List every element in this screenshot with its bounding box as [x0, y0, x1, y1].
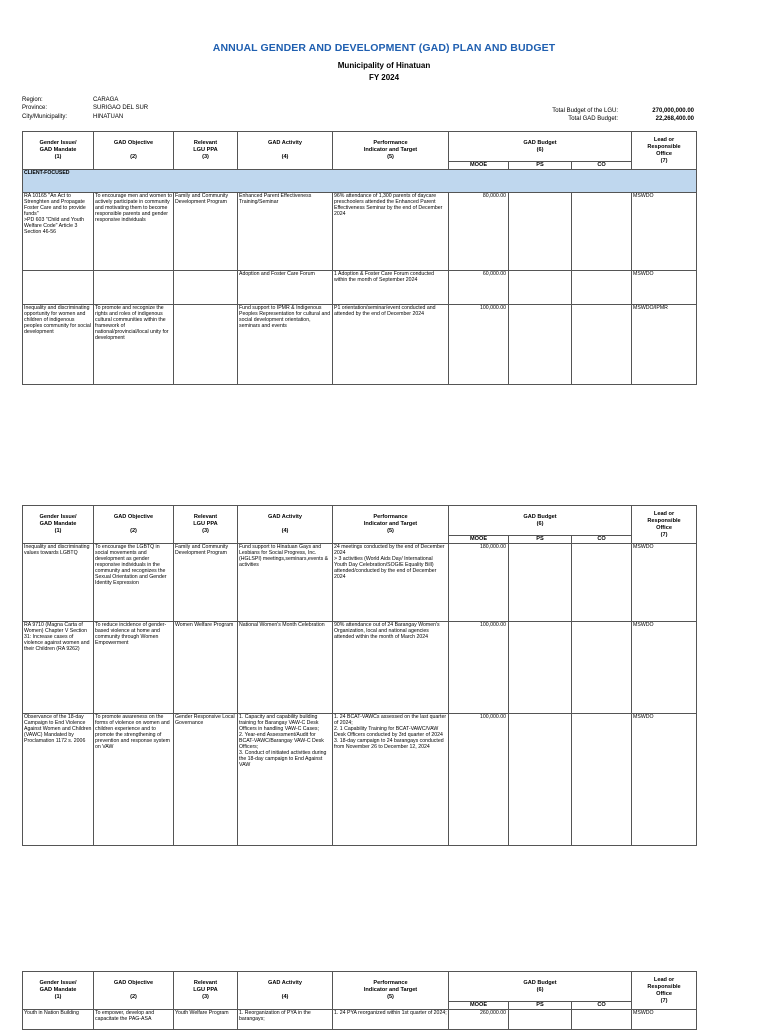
- ps-cell: [509, 1010, 572, 1030]
- table-row: [23, 544, 697, 622]
- ppa-cell: [174, 271, 238, 305]
- ps-header: PS: [509, 536, 572, 544]
- objective-cell: To empower, develop and capacitate the PAG-ASA: [94, 1010, 174, 1030]
- col-num-2: (2): [130, 528, 137, 534]
- col-num-6: (6): [536, 986, 544, 993]
- mooe-cell: 60,000.00: [449, 271, 509, 305]
- col-num-7: (7): [660, 997, 668, 1004]
- issue-header-text: Gender Issue/ GAD Mandate: [39, 980, 77, 993]
- province-row: [22, 104, 148, 112]
- region-label: Region:: [22, 97, 43, 103]
- col-num-7: (7): [660, 157, 668, 164]
- col-issue-header: [23, 972, 94, 1010]
- indicator-header-text: Performance Indicator and Target: [363, 140, 418, 153]
- section-row: [23, 170, 697, 193]
- col-budget-header: [449, 506, 632, 536]
- col-activity-header: [238, 132, 333, 170]
- province-label: Province:: [22, 105, 48, 112]
- issue-cell: Youth in Nation Building: [23, 1010, 94, 1030]
- col-office-header: [632, 506, 697, 544]
- indicator-cell: 96% attendance of 1,300 parents of daycare preschoolers attended the Enhanced Parent Effectiveness Seminar by the end of December 2024: [333, 193, 449, 271]
- ps-cell: [509, 622, 572, 714]
- co-cell: [572, 1010, 632, 1030]
- col-indicator-header: [333, 132, 449, 170]
- office-header-text: Lead or Responsible Office: [647, 976, 681, 997]
- ppa-cell: Family and Community Development Program: [174, 544, 238, 622]
- activity-cell: 1. Capacity and capability building training for Barangay VAW-C Desk Officers in handling VAW-C Cases; 2. Year-end Assessment/Audit for BCAT-VAWC/Barangay VAW-C Desk Officers; 3. Conduct of initiated activities during the 18-day campaign to End Against VAW: [238, 714, 333, 846]
- col-num-4: (4): [281, 994, 289, 1000]
- objective-cell: To promote and recognize the rights and roles of indigenous cultural communities within the framework of national/provincial/local unity for development: [94, 305, 174, 385]
- objective-cell: To encourage the LGBTQ in social movements and development as gender responsive individuals in the community and recognizes the Sexual Orientation and Gender Identity Expression: [94, 544, 174, 622]
- header-row: [23, 132, 697, 162]
- ppa-header-text: Relevant LGU PPA: [193, 980, 218, 993]
- activity-cell: Fund support to Hinatuan Gays and Lesbians for Social Progress, Inc.(HGLSPI) meetings,seminars,events & activities: [238, 544, 333, 622]
- co-cell: [572, 714, 632, 846]
- objective-cell: To promote awareness on the forms of violence on women and children experience and to promote the strengthening of prevention and response system on VAW: [94, 714, 174, 846]
- municipality-heading: Municipality of Hinatuan: [337, 61, 431, 70]
- ps-cell: [509, 714, 572, 846]
- ppa-header-text: Relevant LGU PPA: [193, 514, 218, 527]
- col-objective-header: [94, 132, 174, 170]
- issue-cell: Observance of the 18-day Campaign to End Violence Against Women and Children (VAWC) Mandated by Proclamation 1172 s. 2006: [23, 714, 94, 846]
- issue-header-text: Gender Issue/ GAD Mandate: [39, 140, 77, 153]
- col-issue-header: [23, 506, 94, 544]
- city-label: City/Municipality:: [22, 113, 68, 120]
- activity-cell: National Women's Month Celebration: [238, 622, 333, 714]
- mooe-cell: 100,000.00: [449, 305, 509, 385]
- table-row: [23, 1010, 697, 1030]
- co-header: CO: [572, 536, 632, 544]
- activity-header-text: GAD Activity: [268, 514, 302, 520]
- col-issue-header: [23, 132, 94, 170]
- ppa-cell: [174, 305, 238, 385]
- col-num-6: (6): [536, 520, 544, 527]
- gad-table-1: [22, 131, 697, 385]
- region-value: CARAGA: [93, 97, 119, 103]
- objective-header-text: GAD Objective: [113, 514, 154, 520]
- objective-header-text: GAD Objective: [113, 980, 154, 986]
- city-row: [22, 113, 148, 121]
- ppa-cell: Youth Welfare Program: [174, 1010, 238, 1030]
- header-row: [23, 506, 697, 536]
- mooe-cell: 80,000.00: [449, 193, 509, 271]
- ppa-header-text: Relevant LGU PPA: [193, 140, 218, 153]
- ps-header: PS: [509, 162, 572, 170]
- ppa-cell: Family and Community Development Program: [174, 193, 238, 271]
- ps-cell: [509, 193, 572, 271]
- office-header-text: Lead or Responsible Office: [647, 136, 681, 157]
- col-objective-header: [94, 506, 174, 544]
- activity-cell: 1. Reorganization of PYA in the barangays;: [238, 1010, 333, 1030]
- indicator-header-text: Performance Indicator and Target: [363, 514, 418, 527]
- co-header: CO: [572, 1002, 632, 1010]
- office-cell: MSWDO: [632, 622, 697, 714]
- col-num-6: (6): [536, 146, 544, 153]
- col-num-7: (7): [660, 531, 668, 538]
- gad-table-3: [22, 971, 697, 1030]
- gad-budget-row: [552, 115, 694, 123]
- indicator-cell: P1 orientation/seminar/event conducted and attended by the end of December 2024: [333, 305, 449, 385]
- lgu-budget-label: Total Budget of the LGU:: [552, 108, 618, 114]
- mooe-header: MOOE: [449, 536, 509, 544]
- co-cell: [572, 305, 632, 385]
- office-cell: MSWDO: [632, 714, 697, 846]
- indicator-cell: 90% attendance out of 24 Barangay Women's Organization, local and national agencies attended within the month of March 2024: [333, 622, 449, 714]
- region-row: [22, 96, 148, 104]
- table-row: [23, 271, 697, 305]
- indicator-cell: 1. 24 PYA reorganized within 1st quarter of 2024;: [333, 1010, 449, 1030]
- table-row: [23, 193, 697, 271]
- issue-cell: RA 9710 (Magna Carta of Women) Chapter V Section 31: Increase cases of violence against women and their Children (RA 9262): [23, 622, 94, 714]
- header-row: [23, 972, 697, 1002]
- col-num-3: (3): [202, 154, 209, 160]
- col-num-4: (4): [281, 528, 289, 534]
- col-office-header: [632, 132, 697, 170]
- gad-budget-value: 22,268,400.00: [655, 116, 694, 123]
- lgu-budget-row: [552, 107, 694, 115]
- mooe-cell: 180,000.00: [449, 544, 509, 622]
- mooe-cell: 100,000.00: [449, 714, 509, 846]
- office-header-text: Lead or Responsible Office: [647, 510, 681, 531]
- objective-cell: To encourage men and women to actively participate in community and motivating them to become responsible parents and gender responsive individuals: [94, 193, 174, 271]
- col-num-1: (1): [54, 528, 62, 534]
- co-cell: [572, 193, 632, 271]
- office-cell: MSWDO: [632, 1010, 697, 1030]
- mooe-cell: 260,000.00: [449, 1010, 509, 1030]
- col-indicator-header: [333, 972, 449, 1010]
- col-activity-header: [238, 506, 333, 544]
- ps-cell: [509, 305, 572, 385]
- col-office-header: [632, 972, 697, 1010]
- table-row: [23, 714, 697, 846]
- fiscal-year: FY 2024: [368, 73, 400, 82]
- activity-cell: Enhanced Parent Effectiveness Training/Seminar: [238, 193, 333, 271]
- indicator-cell: 1 Adoption & Foster Care Forum conducted within the month of September 2024: [333, 271, 449, 305]
- mooe-cell: 100,000.00: [449, 622, 509, 714]
- col-num-5: (5): [387, 528, 394, 534]
- issue-header-text: Gender Issue/ GAD Mandate: [39, 514, 77, 527]
- office-cell: MSWDO/IPMR: [632, 305, 697, 385]
- objective-cell: [94, 271, 174, 305]
- co-cell: [572, 271, 632, 305]
- col-num-2: (2): [130, 994, 137, 1000]
- objective-header-text: GAD Objective: [113, 140, 154, 146]
- table-row: [23, 622, 697, 714]
- col-num-5: (5): [387, 994, 394, 1000]
- activity-cell: Fund support to IPMR & Indigenous Peoples Representation for cultural and social development orientation, seminars and events: [238, 305, 333, 385]
- indicator-header-text: Performance Indicator and Target: [363, 980, 418, 993]
- col-budget-header: [449, 132, 632, 162]
- objective-cell: To reduce incidence of gender-based violence at home and community through Women Empowerment: [94, 622, 174, 714]
- co-cell: [572, 544, 632, 622]
- gad-table-2: [22, 505, 697, 846]
- budget-header-text: GAD Budget: [523, 979, 557, 986]
- issue-cell: Inequality and discriminating opportunity for women and children of indigenous peoples community for social development: [23, 305, 94, 385]
- table-row: [23, 305, 697, 385]
- lgu-budget-value: 270,000,000.00: [652, 108, 694, 114]
- activity-header-text: GAD Activity: [268, 140, 302, 146]
- col-objective-header: [94, 972, 174, 1010]
- issue-cell: [23, 271, 94, 305]
- province-value: SURIGAO DEL SUR: [93, 105, 149, 112]
- issue-cell: RA 10165 "An Act to Strenghten and Propagate Foster Care and to provide funds" >PD 603 "Child and Youth Welfare Code" Article 3 Section 46-56: [23, 193, 94, 271]
- col-num-1: (1): [54, 154, 62, 160]
- col-ppa-header: [174, 972, 238, 1010]
- indicator-cell: 24 meetings conducted by the end of December 2024 > 3 activities (World Aids Day/ International Youth Day Celebration/SOGIE Equality Bill) attended/conducted by the end of December 2024: [333, 544, 449, 622]
- budget-header-text: GAD Budget: [523, 513, 557, 520]
- col-indicator-header: [333, 506, 449, 544]
- col-budget-header: [449, 972, 632, 1002]
- budget-totals: [552, 107, 694, 124]
- activity-cell: Adoption and Foster Care Forum: [238, 271, 333, 305]
- co-header: CO: [572, 162, 632, 170]
- ppa-cell: Women Welfare Program: [174, 622, 238, 714]
- col-num-4: (4): [281, 154, 289, 160]
- col-num-3: (3): [202, 528, 209, 534]
- gad-budget-label: Total GAD Budget:: [568, 116, 618, 123]
- section-label: CLIENT-FOCUSED: [23, 170, 697, 193]
- ps-header: PS: [509, 1002, 572, 1010]
- office-cell: MSWDO: [632, 544, 697, 622]
- city-value: HINATUAN: [93, 113, 124, 120]
- office-cell: MSWDO: [632, 193, 697, 271]
- col-activity-header: [238, 972, 333, 1010]
- col-num-5: (5): [387, 154, 394, 160]
- budget-header-text: GAD Budget: [523, 139, 557, 146]
- co-cell: [572, 622, 632, 714]
- mooe-header: MOOE: [449, 1002, 509, 1010]
- mooe-header: MOOE: [449, 162, 509, 170]
- ppa-cell: Gender Responsive Local Governance: [174, 714, 238, 846]
- col-num-3: (3): [202, 994, 209, 1000]
- col-ppa-header: [174, 506, 238, 544]
- activity-header-text: GAD Activity: [268, 980, 302, 986]
- report-title: ANNUAL GENDER AND DEVELOPMENT (GAD) PLAN AND BUDGET: [212, 42, 556, 54]
- col-num-1: (1): [54, 994, 62, 1000]
- office-cell: MSWDO: [632, 271, 697, 305]
- ps-cell: [509, 544, 572, 622]
- issue-cell: Inequality and discriminating values towards LGBTQ: [23, 544, 94, 622]
- col-ppa-header: [174, 132, 238, 170]
- indicator-cell: 1. 24 BCAT-VAWCs assessed on the last quarter of 2024; 2. 1 Capability Training for BCAT-VAWC/VAW Desk Officers conducted by 3rd quarter of 2024 3. 18-day campaign to 24 barangays conducted from November 26 to December 12, 2024: [333, 714, 449, 846]
- col-num-2: (2): [130, 154, 137, 160]
- location-info: [22, 96, 148, 121]
- ps-cell: [509, 271, 572, 305]
